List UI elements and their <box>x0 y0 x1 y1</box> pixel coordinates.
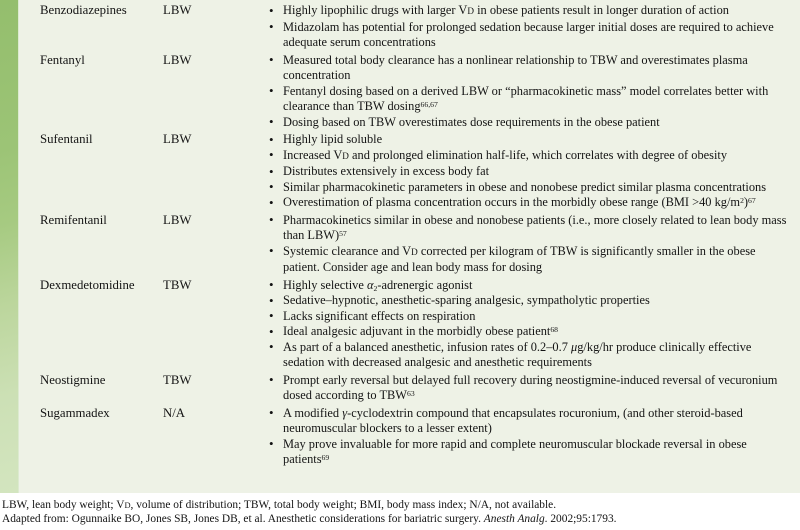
table-row <box>40 213 795 276</box>
drug-name: Benzodiazepines <box>40 3 127 17</box>
table-row <box>40 53 795 131</box>
comment-bullet: • Systemic clearance and VD corrected per kilogram of TBW is significantly smaller in the obese patient. Consider age and lean body mass for dosing <box>268 244 795 276</box>
dosing-weight: LBW <box>163 132 192 146</box>
comment-bullet: • Lacks significant effects on respiration <box>268 309 795 325</box>
comments-list <box>268 278 795 371</box>
dosing-weight: TBW <box>163 372 192 387</box>
comment-bullet: • Prompt early reversal but delayed full recovery during neostigmine-induced reversal of vecuronium dosed according to TBW$^{63}$ <box>268 373 795 404</box>
comments-list <box>268 3 795 51</box>
dosing-weight: LBW <box>163 3 192 17</box>
table-rows-container <box>40 3 795 468</box>
table-row <box>40 373 795 404</box>
comments-list <box>268 213 795 276</box>
comment-bullet: • Highly lipophilic drugs with larger VD in obese patients result in longer duration of action <box>268 3 795 20</box>
drug-name: Neostigmine <box>40 372 106 387</box>
comment-bullet: • Midazolam has potential for prolonged sedation because larger initial doses are required to achieve adequate serum concentrations <box>268 20 795 51</box>
table-row <box>40 132 795 211</box>
comment-bullet: • Overestimation of plasma concentration occurs in the morbidly obese range (BMI >40 $kg/m^2)^{67}$ <box>268 195 795 211</box>
source-footnote: Adapted from: Ogunnaike BO, Jones SB, Jones DB, et al. Anesthetic considerations for bariatric surgery. Anesth Analg. 2002;95:1793. <box>2 512 617 525</box>
comments-list <box>268 132 795 211</box>
drug-name: Sugammadex <box>40 405 110 420</box>
comment-bullet: • As part of a balanced anesthetic, infusion rates of 0.2–0.7 μg/kg/hr produce clinically effective sedation with decreased analgesic and anesthetic requirements <box>268 340 795 371</box>
comments-list <box>268 53 795 131</box>
table-row <box>40 406 795 468</box>
dosing-weight: LBW <box>163 212 192 227</box>
comments-list <box>268 406 795 468</box>
comment-bullet: • Ideal analgesic adjuvant in the morbidly obese patient$^{68}$ <box>268 324 795 340</box>
table-left-accent-bar <box>0 0 19 493</box>
comments-list <box>268 373 795 404</box>
abbreviations-footnote: LBW, lean body weight; VD, volume of distribution; TBW, total body weight; BMI, body mass index; N/A, not available. <box>2 499 557 511</box>
comment-bullet: • Dosing based on TBW overestimates dose requirements in the obese patient <box>268 115 795 131</box>
dosing-weight: LBW <box>163 52 192 67</box>
comment-bullet: • Highly lipid soluble <box>268 132 795 148</box>
drug-name: Dexmedetomidine <box>40 277 135 292</box>
comment-bullet: • Highly selective $\alpha_2$-adrenergic agonist <box>268 278 795 294</box>
comment-bullet: • Sedative–hypnotic, anesthetic-sparing analgesic, sympatholytic properties <box>268 293 795 309</box>
comment-bullet: • May prove invaluable for more rapid and complete neuromuscular blockade reversal in obese patients$^{69}$ <box>268 437 795 468</box>
comment-bullet: • A modified γ-cyclodextrin compound that encapsulates rocuronium, (and other steroid-based neuromuscular blockers to a lesser extent) <box>268 406 795 437</box>
drug-name: Fentanyl <box>40 52 85 67</box>
comment-bullet: • Pharmacokinetics similar in obese and nonobese patients (i.e., more closely related to lean body mass than LBW)$^{57}$ <box>268 213 795 244</box>
table-row <box>40 3 795 51</box>
comment-bullet: • Increased VD and prolonged elimination half-life, which correlates with degree of obesity <box>268 148 795 165</box>
drug-name: Sufentanil <box>40 132 93 146</box>
table-row <box>40 278 795 371</box>
comment-bullet: • Measured total body clearance has a nonlinear relationship to TBW and overestimates plasma concentration <box>268 53 795 84</box>
comment-bullet: • Distributes extensively in excess body fat <box>268 164 795 180</box>
comment-bullet: • Similar pharmacokinetic parameters in obese and nonobese predict similar plasma concentrations <box>268 180 795 196</box>
dosing-weight: TBW <box>163 277 192 292</box>
dosing-weight: N/A <box>163 405 186 420</box>
drug-name: Remifentanil <box>40 212 107 227</box>
comment-bullet: • Fentanyl dosing based on a derived LBW or “pharmacokinetic mass” model correlates better with clearance than TBW dosing$^{66,67}$ <box>268 84 795 115</box>
table-footnotes <box>2 499 796 527</box>
